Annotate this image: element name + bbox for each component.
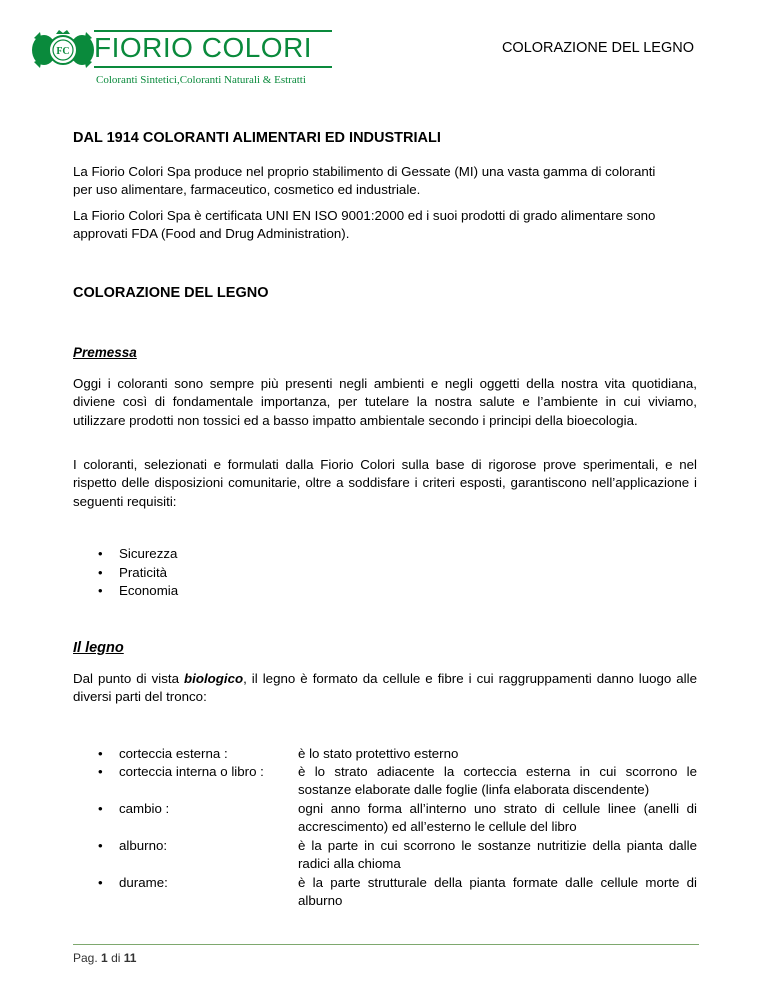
intro-paragraph-2 bbox=[73, 207, 697, 244]
company-emblem-logo bbox=[30, 28, 96, 72]
of-label: di bbox=[111, 951, 121, 965]
part-definition: ogni anno forma all’interno uno strato di cellule linee (anelli di accrescimento) ed all’esterno le cellule del libro bbox=[298, 801, 697, 835]
requisiti-list bbox=[98, 545, 178, 601]
page-label: Pag. bbox=[73, 951, 98, 965]
bullet: • bbox=[98, 875, 103, 890]
page-number bbox=[73, 951, 136, 965]
legno-title: Il legno bbox=[73, 640, 124, 656]
list-item: • Praticità bbox=[98, 564, 178, 583]
footer-rule bbox=[73, 944, 699, 945]
part-definition: è la parte in cui scorrono le sostanze nutritizie della pianta dalle radici alla chioma bbox=[298, 838, 697, 872]
intro-p1-line1: La Fiorio Colori Spa produce nel proprio stabilimento di Gessate (MI) una vasta gamma di coloranti bbox=[73, 164, 656, 179]
part-definition: è lo strato adiacente la corteccia esterna in cui scorrono le sostanze elaborate dalle foglie (linfa elaborata discendente) bbox=[298, 764, 697, 798]
bullet: • bbox=[98, 838, 103, 853]
intro-p2-line2: approvati FDA (Food and Drug Administration). bbox=[73, 226, 350, 242]
legno-intro bbox=[73, 670, 697, 707]
premessa-paragraph-1: Oggi i coloranti sono sempre più presenti negli ambienti e negli oggetti della nostra vita quotidiana, diviene così di fondamentale importanza, per tutelare la nostra salute e l’ambiente in cui viviamo, utilizzare prodotti non tossici ed a basso impatto ambientale secondo i principi della bioecologia. bbox=[73, 376, 697, 428]
brand-tagline: Coloranti Sintetici,Coloranti Naturali & Estratti bbox=[96, 74, 306, 86]
svg-text:FC: FC bbox=[56, 46, 70, 57]
legno-intro-pre: Dal punto di vista bbox=[73, 671, 184, 686]
total-pages: 11 bbox=[123, 951, 137, 965]
bullet: • bbox=[98, 764, 103, 779]
bullet: • bbox=[98, 801, 103, 816]
part-term: cambio : bbox=[119, 801, 170, 816]
list-item: • Economia bbox=[98, 582, 178, 601]
brand-name: FIORIO COLORI bbox=[94, 32, 313, 63]
premessa-title: Premessa bbox=[73, 345, 137, 360]
part-definition: è lo stato protettivo esterno bbox=[298, 746, 459, 761]
part-term: corteccia esterna : bbox=[119, 746, 228, 761]
premessa-paragraph-2: I coloranti, selezionati e formulati dalla Fiorio Colori sulla base di rigorose prove sperimentali, e nel rispetto delle disposizioni comunitarie, oltre a soddisfare i criteri esposti, garantiscono nell’applicazione i seguenti requisiti: bbox=[73, 457, 697, 509]
legno-intro-post: , il legno è formato da cellule e fibre i cui raggruppamenti danno luogo alle diversi parti del tronco: bbox=[73, 671, 697, 705]
part-term: durame: bbox=[119, 875, 168, 890]
brand-rule-bottom bbox=[94, 66, 332, 68]
intro-paragraph-1 bbox=[73, 163, 697, 200]
legno-intro-emphasis: biologico bbox=[184, 671, 244, 686]
section-heading: COLORAZIONE DEL LEGNO bbox=[73, 285, 269, 301]
bullet: • bbox=[98, 746, 103, 761]
part-definition: è la parte strutturale della pianta formate dalle cellule morte di alburno bbox=[298, 875, 697, 909]
intro-p1-line2: per uso alimentare, farmaceutico, cosmetico ed industriale. bbox=[73, 182, 421, 198]
list-item: • Sicurezza bbox=[98, 545, 178, 564]
current-page: 1 bbox=[101, 951, 108, 965]
part-term: corteccia interna o libro : bbox=[119, 764, 264, 779]
intro-p2-line1: La Fiorio Colori Spa è certificata UNI EN ISO 9001:2000 ed i suoi prodotti di grado alimentare sono bbox=[73, 208, 656, 223]
intro-heading: DAL 1914 COLORANTI ALIMENTARI ED INDUSTRIALI bbox=[73, 130, 441, 146]
header-doc-title: COLORAZIONE DEL LEGNO bbox=[501, 40, 694, 56]
part-term: alburno: bbox=[119, 838, 168, 853]
